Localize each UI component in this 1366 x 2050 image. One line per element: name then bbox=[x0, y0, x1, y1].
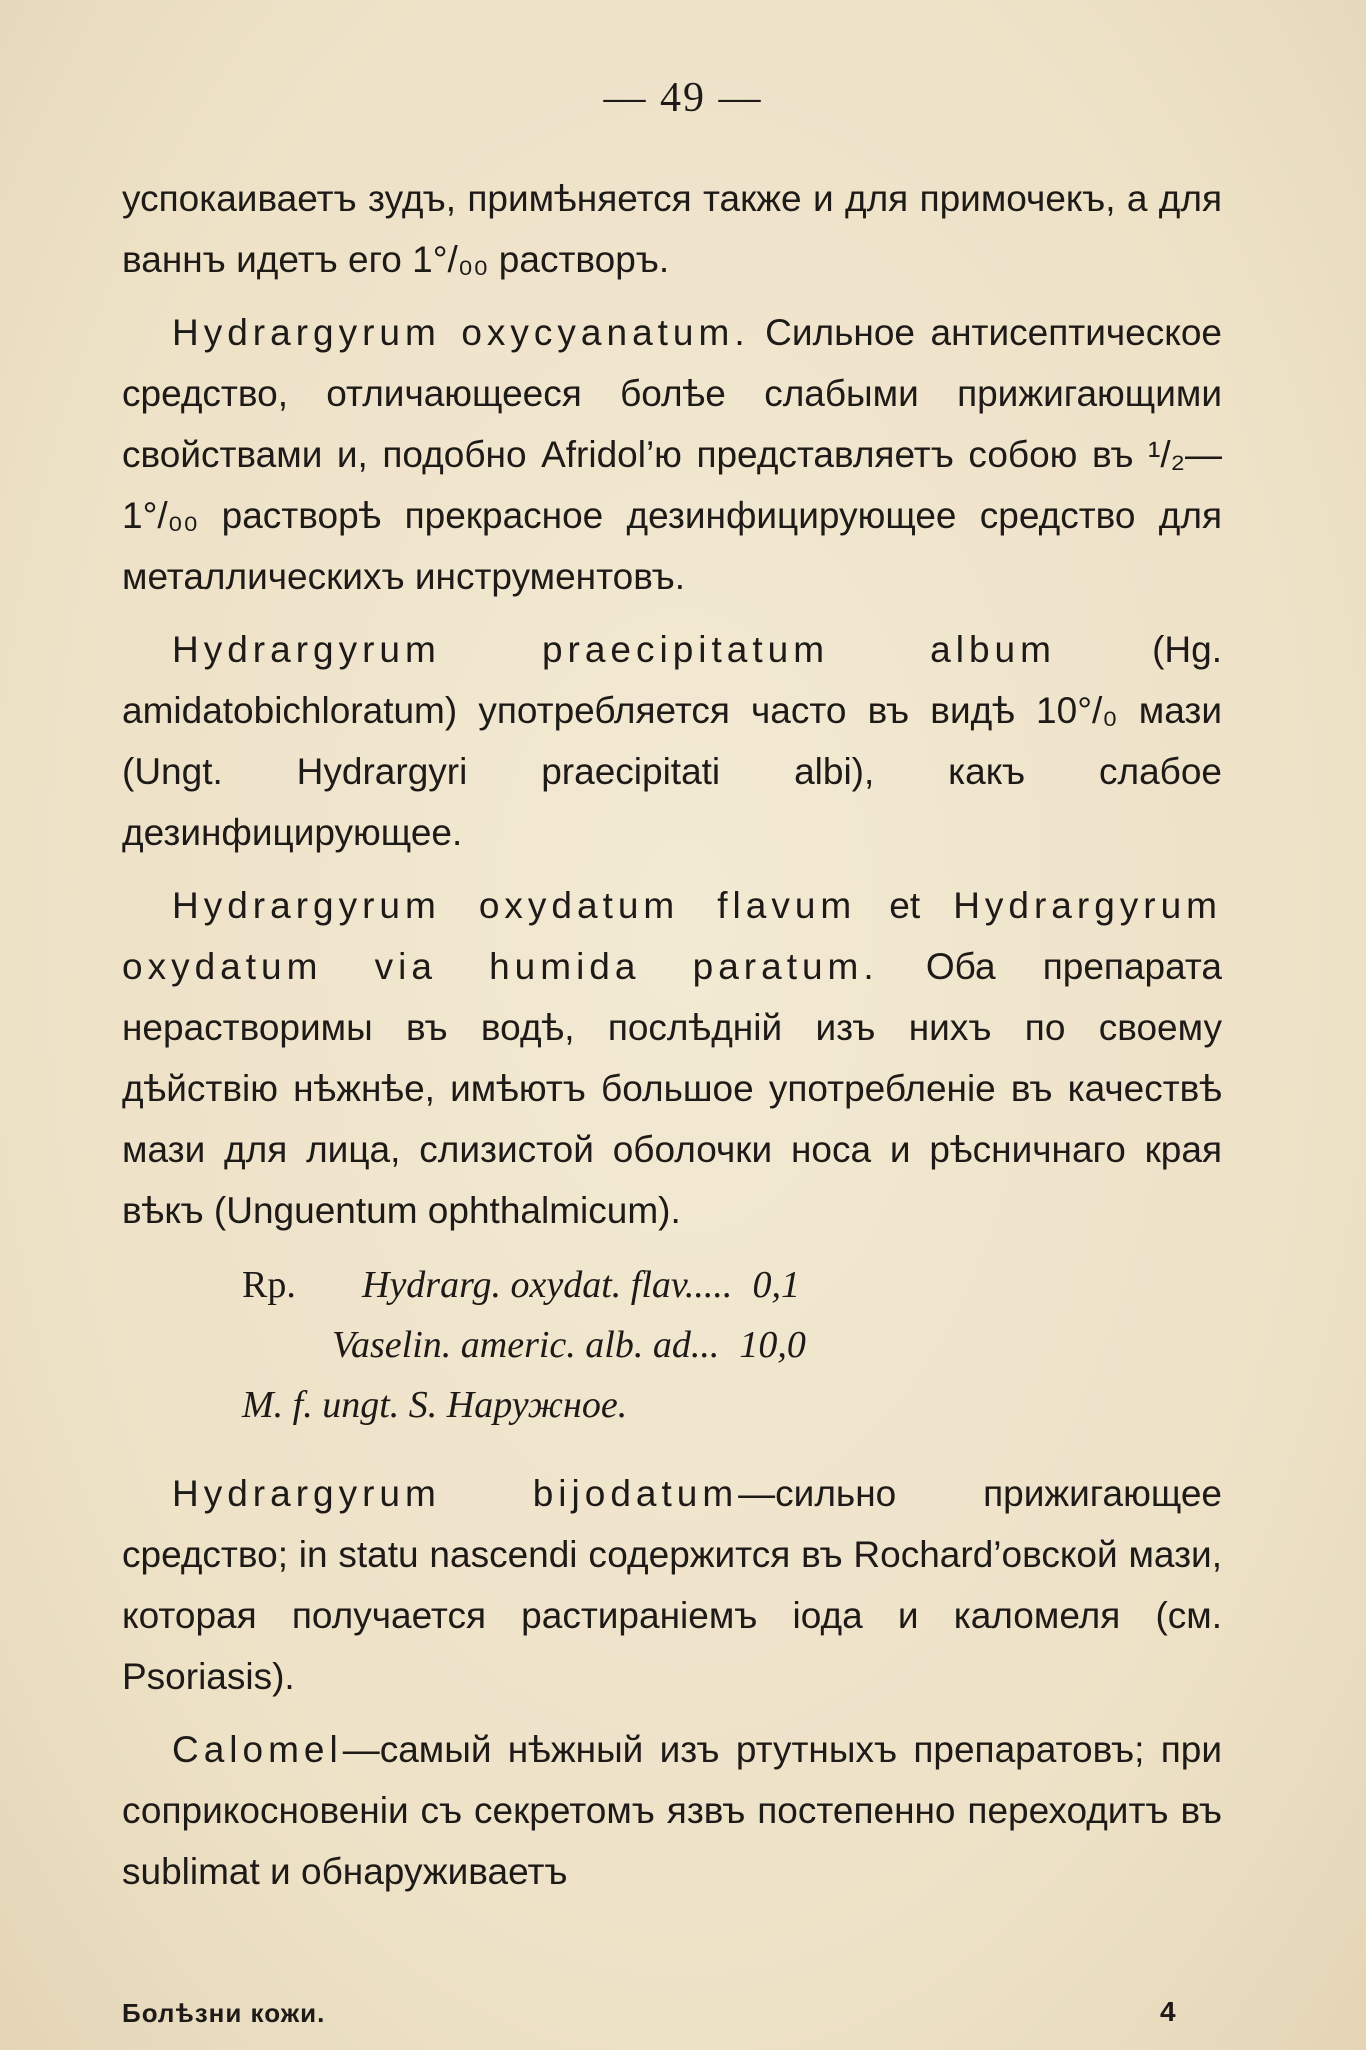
paragraph-mid: et bbox=[856, 885, 954, 926]
recipe-rp: Rp. bbox=[242, 1264, 296, 1306]
recipe-line-3: M. f. ungt. S. Наружное. bbox=[242, 1384, 628, 1426]
recipe-line-2 bbox=[122, 1315, 1222, 1375]
page-number: — 49 — bbox=[603, 75, 763, 121]
recipe-dose-1: 0,1 bbox=[752, 1264, 800, 1306]
paragraph-3 bbox=[122, 619, 1222, 863]
paragraph-text: —самый нѣжный изъ ртутныхъ препаратовъ; при соприкосновенiи съ секретомъ язвъ постепенно переходитъ въ sublimat и обнаруживаетъ bbox=[122, 1729, 1222, 1892]
paragraph-5 bbox=[122, 1463, 1222, 1707]
paragraph-2 bbox=[122, 302, 1222, 607]
paragraph-lead: Hydrargyrum bijodatum bbox=[172, 1473, 739, 1514]
paragraph-lead: Hydrargyrum oxydatum flavum bbox=[172, 885, 857, 926]
footer-title: Болѣзни кожи. bbox=[122, 1998, 326, 2028]
paragraph-lead: Calomel bbox=[172, 1729, 343, 1770]
paragraph-text: Сильное антисептическое средство, отличающееся болѣе слабыми прижигающими свойствами и, подобно Afridol’ю представляетъ собою въ ¹/₂—1°/₀₀ растворѣ прекрасное дезинфицирующее средство для металлическихъ инструментовъ. bbox=[122, 312, 1222, 597]
paragraph-6 bbox=[122, 1719, 1222, 1902]
paragraph-lead: Hydrargyrum oxycyanatum. bbox=[172, 312, 750, 353]
recipe-dose-2: 10,0 bbox=[739, 1324, 806, 1366]
recipe-ingredient-1: Hydrarg. oxydat. flav..... bbox=[362, 1264, 733, 1306]
body-text bbox=[122, 168, 1222, 1914]
paragraph-4 bbox=[122, 875, 1222, 1241]
recipe bbox=[122, 1255, 1222, 1435]
paragraph-text: (Hg. amidatobichloratum) употребляется часто въ видѣ 10°/₀ мази (Ungt. Hydrargyri praecipitati albi), какъ слабое дезинфицирующее. bbox=[122, 629, 1222, 853]
paragraph-text: —сильно прижигающее средство; in statu nascendi содержится въ Rochard’овской мази, которая получается растиранiемъ iода и каломеля (см. Psoriasis). bbox=[122, 1473, 1222, 1697]
paragraph-lead: Hydrargyrum praecipitatum album bbox=[172, 629, 1056, 670]
paragraph-text: Оба препарата нерастворимы въ водѣ, послѣднiй изъ нихъ по своему дѣйствiю нѣжнѣе, имѣютъ большое употребленiе въ качествѣ мази для лица, слизистой оболочки носа и рѣсничнаго края вѣкъ (Unguentum ophthalmicum). bbox=[122, 946, 1222, 1231]
paragraph-lead-2: Hydrargyrum oxydatum via humida paratum. bbox=[122, 885, 1223, 987]
recipe-line-1 bbox=[122, 1255, 1222, 1315]
paragraph-1 bbox=[122, 168, 1222, 290]
signature-mark: 4 bbox=[1160, 1996, 1176, 2027]
paragraph-text: успокаиваетъ зудъ, примѣняется также и для примочекъ, а для ваннъ идетъ его 1°/₀₀ растворъ. bbox=[122, 178, 1222, 280]
recipe-ingredient-2: Vaselin. americ. alb. ad... bbox=[332, 1324, 720, 1366]
